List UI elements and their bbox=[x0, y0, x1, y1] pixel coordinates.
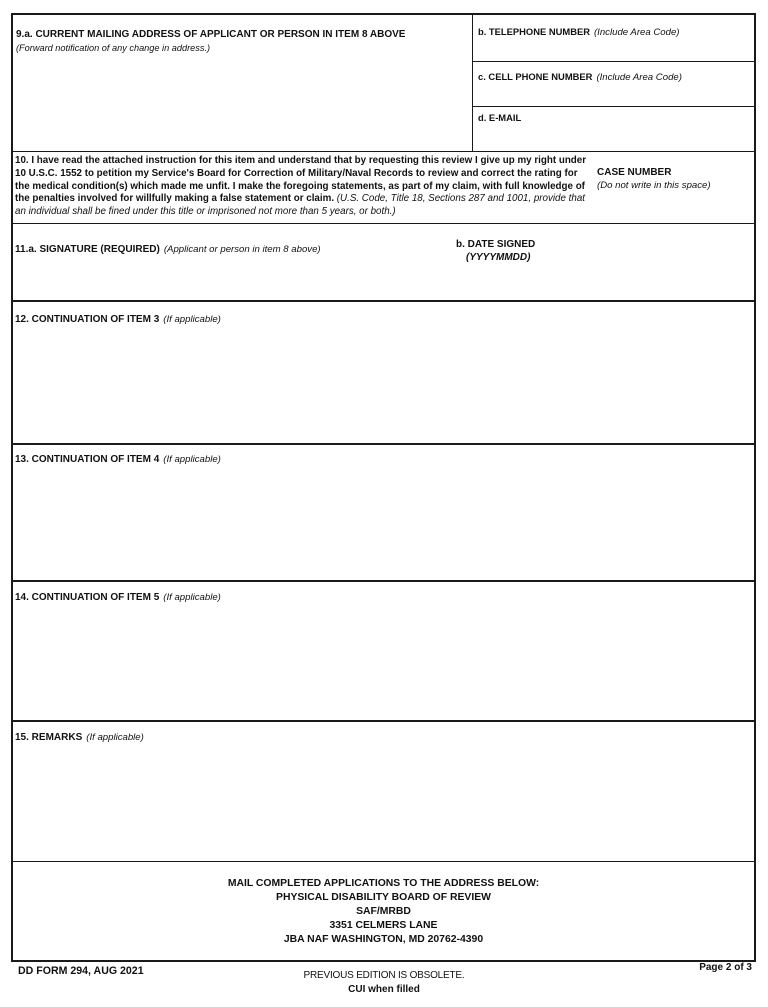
row9-column-divider bbox=[472, 13, 473, 151]
page-number: Page 2 of 3 bbox=[699, 962, 752, 973]
case-number-note: (Do not write in this space) bbox=[597, 180, 711, 191]
item9b-label: b. TELEPHONE NUMBER bbox=[478, 26, 590, 37]
mail-address-line: 3351 CELMERS LANE bbox=[329, 920, 438, 931]
item11a-note: (Applicant or person in item 8 above) bbox=[163, 244, 321, 255]
telephone-input-area[interactable] bbox=[476, 36, 754, 59]
row14-row15-divider bbox=[11, 720, 756, 722]
item9d-label: d. E-MAIL bbox=[478, 112, 522, 123]
item9c-note: (Include Area Code) bbox=[596, 72, 682, 83]
row13-row14-divider bbox=[11, 580, 756, 582]
item12-label: 12. CONTINUATION OF ITEM 3 bbox=[15, 314, 160, 325]
item14-note: (If applicable) bbox=[163, 592, 221, 603]
row10-row11-divider bbox=[11, 223, 756, 224]
signature-input-area[interactable] bbox=[14, 255, 444, 297]
row11-row12-divider bbox=[11, 300, 756, 302]
item9a-note: (Forward notification of any change in address.) bbox=[16, 43, 211, 53]
item15-input-area[interactable] bbox=[14, 744, 752, 858]
item12-note: (If applicable) bbox=[163, 314, 221, 325]
mail-address-line: SAF/MRBD bbox=[356, 906, 411, 917]
row9-row10-divider bbox=[11, 151, 756, 152]
email-input-area[interactable] bbox=[476, 126, 754, 149]
row12-row13-divider bbox=[11, 443, 756, 445]
cellphone-email-divider bbox=[472, 106, 756, 107]
item9c-label: c. CELL PHONE NUMBER bbox=[478, 71, 593, 82]
item9a-label: 9.a. CURRENT MAILING ADDRESS OF APPLICANT OR PERSON IN ITEM 8 ABOVE bbox=[16, 29, 406, 40]
item10-statement bbox=[15, 155, 590, 219]
date-signed-input-area[interactable] bbox=[456, 268, 606, 296]
item11b-label: b. DATE SIGNED bbox=[456, 239, 536, 250]
cui-note: CUI when filled bbox=[348, 984, 420, 995]
mail-address-line: JBA NAF WASHINGTON, MD 20762-4390 bbox=[283, 934, 484, 945]
item14-input-area[interactable] bbox=[14, 604, 752, 717]
item13-note: (If applicable) bbox=[163, 454, 221, 465]
item11b-note: (YYYYMMDD) bbox=[466, 252, 531, 263]
telephone-cell-divider bbox=[472, 61, 756, 62]
item9b-note: (Include Area Code) bbox=[593, 27, 680, 38]
mail-instruction-line: MAIL COMPLETED APPLICATIONS TO THE ADDRESS BELOW: bbox=[227, 878, 540, 889]
item15-label: 15. REMARKS bbox=[15, 732, 83, 743]
cellphone-input-area[interactable] bbox=[476, 81, 754, 104]
edition-note: PREVIOUS EDITION IS OBSOLETE. bbox=[303, 970, 465, 981]
item13-label: 13. CONTINUATION OF ITEM 4 bbox=[15, 454, 160, 465]
item12-input-area[interactable] bbox=[14, 326, 752, 440]
mailing-address-input-area[interactable] bbox=[14, 57, 469, 147]
item13-input-area[interactable] bbox=[14, 466, 752, 577]
item14-label: 14. CONTINUATION OF ITEM 5 bbox=[15, 592, 160, 603]
case-number-label: CASE NUMBER bbox=[597, 167, 672, 178]
item15-note: (If applicable) bbox=[86, 732, 144, 743]
case-number-area bbox=[595, 194, 750, 220]
item10-statement-bold: 10. I have read the attached instruction for this item and understand that by requesting this review I give up my right under 10 U.S.C. 1552 to petition my Service's Board for Correction of Military/Naval Records to review and correct the rating for the medical condition(s) which made me unfit. I make the foregoing statements, as part of my claim, with full knowledge of the penalties involved for willfully making a false statement or claim. bbox=[15, 155, 587, 205]
mail-address-line: PHYSICAL DISABILITY BOARD OF REVIEW bbox=[276, 892, 491, 903]
item10-statement-legal: (U.S. Code, Title 18, Sections 287 and 1001, provide that an individual shall be fined under this title or imprisoned not more than 5 years, or both.) bbox=[15, 193, 586, 218]
form-id-text: DD FORM 294, AUG 2021 bbox=[18, 965, 144, 977]
item11a-label: 11.a. SIGNATURE (REQUIRED) bbox=[15, 244, 160, 255]
row15-mail-divider bbox=[11, 861, 756, 862]
